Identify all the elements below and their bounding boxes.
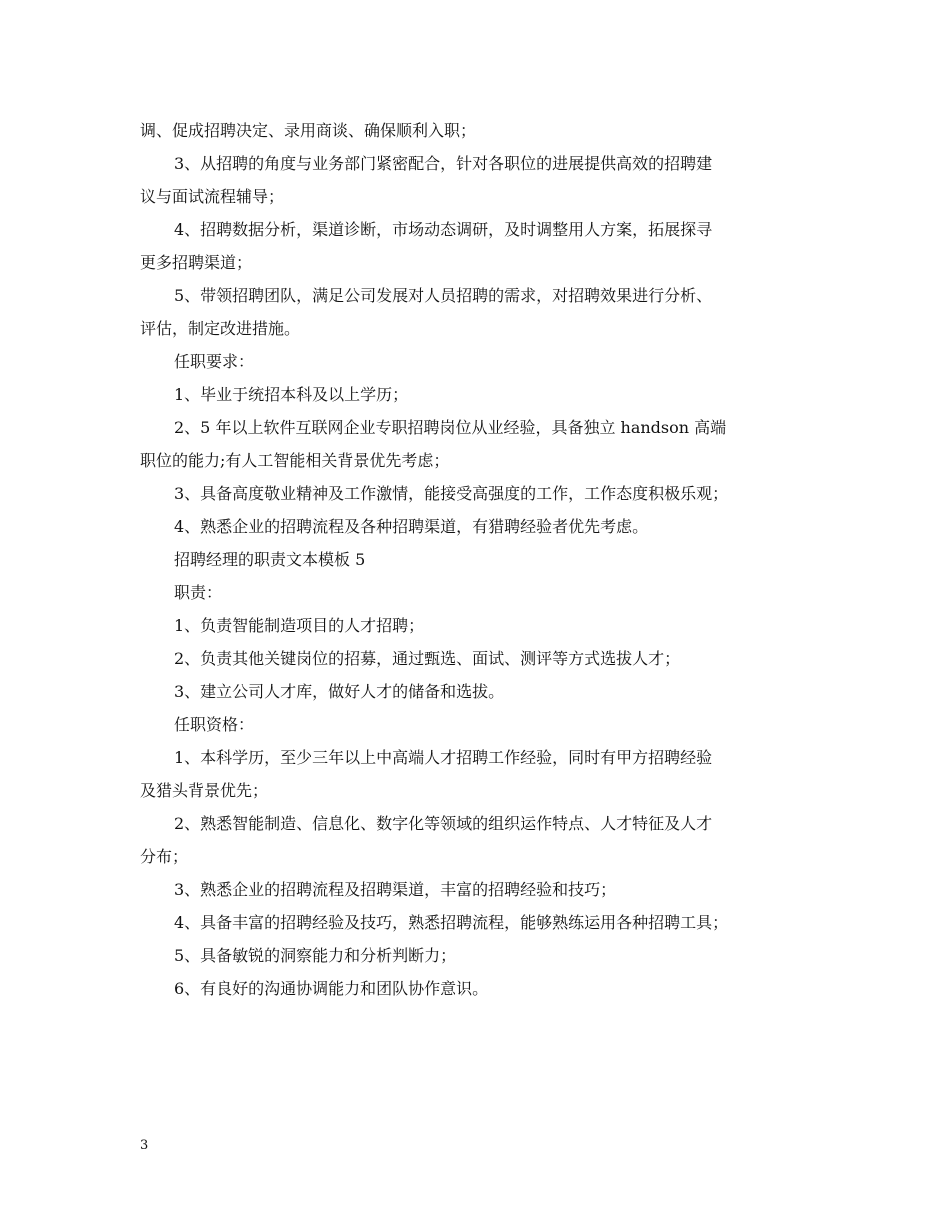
text-line: 评估，制定改进措施。 — [140, 319, 301, 338]
section-heading: 任职资格： — [174, 715, 255, 734]
text-line: 4、熟悉企业的招聘流程及各种招聘渠道，有猎聘经验者优先考虑。 — [174, 517, 649, 536]
template-title: 招聘经理的职责文本模板 5 — [174, 550, 366, 569]
text-line: 1、本科学历，至少三年以上中高端人才招聘工作经验，同时有甲方招聘经验 — [174, 748, 713, 767]
text-line: 调、促成招聘决定、录用商谈、确保顺利入职； — [140, 121, 477, 140]
text-line: 4、招聘数据分析，渠道诊断，市场动态调研，及时调整用人方案，拓展探寻 — [174, 220, 713, 239]
text-line: 3、从招聘的角度与业务部门紧密配合，针对各职位的进展提供高效的招聘建 — [174, 154, 713, 173]
text-line: 6、有良好的沟通协调能力和团队协作意识。 — [174, 979, 489, 998]
text-line: 及猎头背景优先； — [140, 781, 269, 800]
text-line: 5、具备敏锐的洞察能力和分析判断力； — [174, 946, 457, 965]
document-body — [140, 114, 812, 1005]
text-line: 更多招聘渠道； — [140, 253, 253, 272]
text-line: 1、毕业于统招本科及以上学历； — [174, 385, 409, 404]
section-heading: 职责： — [174, 583, 223, 602]
text-line: 3、具备高度敬业精神及工作激情，能接受高强度的工作，工作态度积极乐观； — [174, 484, 729, 503]
page-number: 3 — [140, 1138, 149, 1153]
section-heading: 任职要求： — [174, 352, 255, 371]
text-line: 职位的能力;有人工智能相关背景优先考虑； — [140, 451, 450, 470]
text-line: 2、熟悉智能制造、信息化、数字化等领域的组织运作特点、人才特征及人才 — [174, 814, 713, 833]
text-line: 4、具备丰富的招聘经验及技巧，熟悉招聘流程，能够熟练运用各种招聘工具； — [174, 913, 729, 932]
text-line: 5、带领招聘团队，满足公司发展对人员招聘的需求，对招聘效果进行分析、 — [174, 286, 713, 305]
text-line: 分布； — [140, 847, 189, 866]
text-line: 2、负责其他关键岗位的招募，通过甄选、面试、测评等方式选拔人才； — [174, 649, 681, 668]
text-line: 1、负责智能制造项目的人才招聘； — [174, 616, 425, 635]
text-line: 议与面试流程辅导； — [140, 187, 285, 206]
text-line: 3、熟悉企业的招聘流程及招聘渠道，丰富的招聘经验和技巧； — [174, 880, 617, 899]
text-line: 2、5 年以上软件互联网企业专职招聘岗位从业经验，具备独立 handson 高端 — [174, 418, 727, 437]
text-line: 3、建立公司人才库，做好人才的储备和选拔。 — [174, 682, 505, 701]
